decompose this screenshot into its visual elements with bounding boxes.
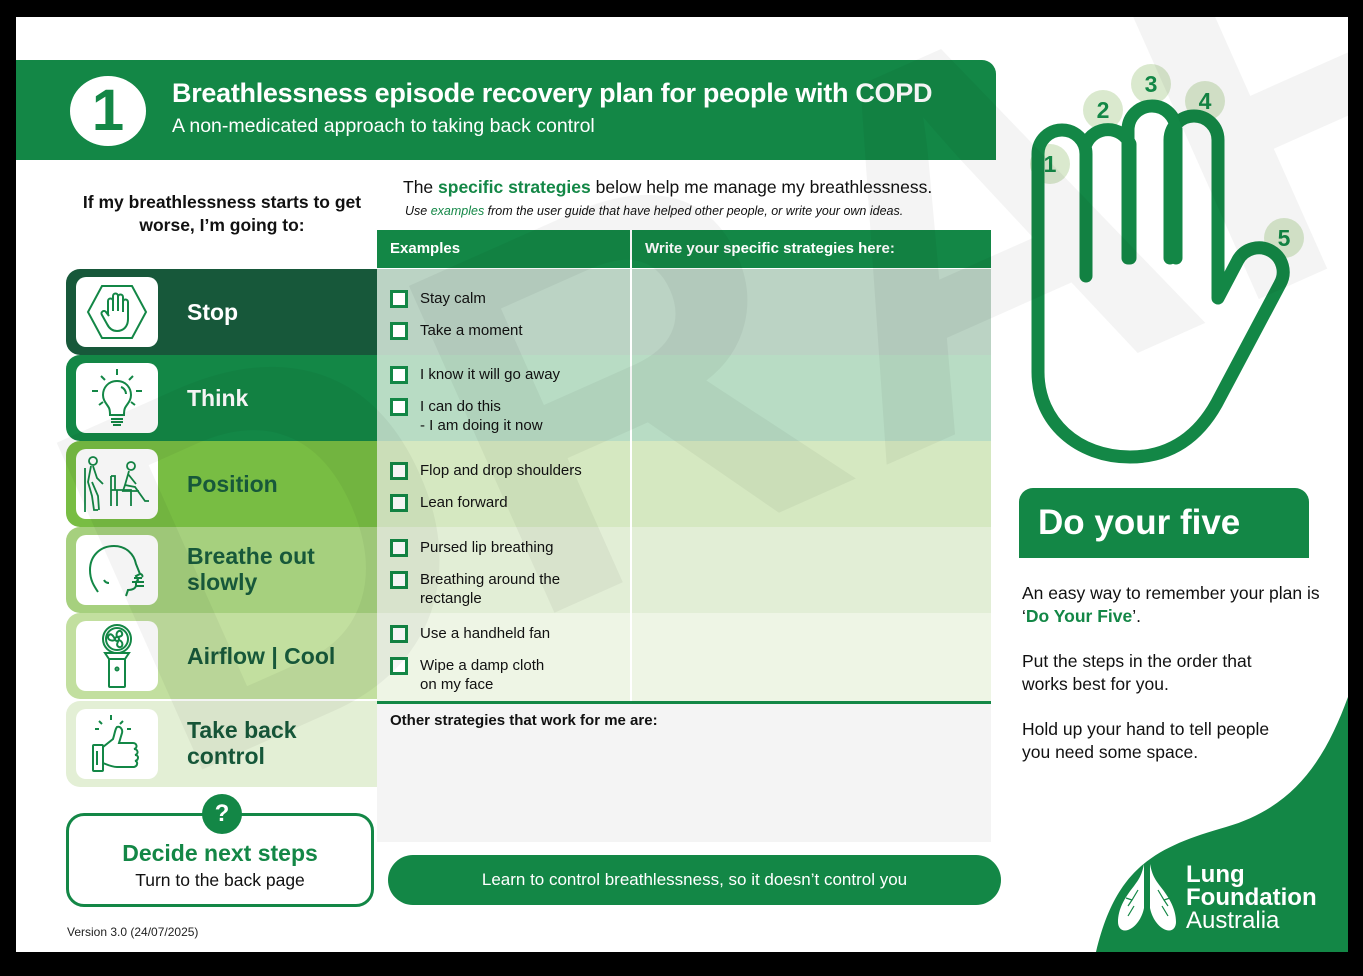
example-checkbox-item[interactable] [390,570,560,608]
example-checkbox-item[interactable] [390,397,543,435]
strategy-row-position [377,441,991,527]
step-label: Think [187,385,249,411]
step-airflow-cool [66,613,377,699]
example-label: Use a handheld fan [420,625,551,642]
checkbox[interactable] [390,366,408,384]
p1-suffix: ’. [1132,606,1141,626]
handheld-fan-icon [76,621,158,691]
other-strategies-label: Other strategies that work for me are: [390,712,658,729]
column-divider [630,269,632,355]
example-line: - I am doing it now [420,417,543,434]
example-line: I can do this [420,398,501,415]
checkbox[interactable] [390,625,408,643]
note-prefix: Use [405,204,431,218]
example-label: Flop and drop shoulders [420,462,582,479]
note-suffix: from the user guide that have helped other people, or write your own ideas. [484,204,904,218]
step-think [66,355,377,441]
column-header-examples: Examples [390,240,461,257]
example-label: Stay calm [420,290,486,307]
column-divider [630,613,632,701]
page-title: Breathlessness episode recovery plan for people with COPD [172,78,933,108]
column-divider [630,527,632,613]
example-label [420,397,543,435]
intro-highlight: specific strategies [438,177,591,197]
example-checkbox-item[interactable] [390,656,544,694]
step-stop [66,269,377,355]
question-icon: ? [202,794,242,834]
step-label-line: slowly [187,569,258,595]
header-banner [16,60,996,160]
column-divider [630,355,632,441]
checkbox[interactable] [390,290,408,308]
svg-text:5: 5 [1277,225,1291,251]
example-line: rectangle [420,590,482,607]
step-label [187,717,297,769]
example-checkbox-item[interactable] [390,321,523,340]
checkbox[interactable] [390,398,408,416]
strategy-row-airflow [377,613,991,701]
example-label: I know it will go away [420,366,561,383]
intro-suffix: below help me manage my breathlessness. [590,177,933,197]
decide-subtitle: Turn to the back page [135,870,305,890]
step-take-back-control [66,701,377,787]
step-label [187,543,315,595]
decide-next-steps-box [66,800,374,907]
checkbox[interactable] [390,494,408,512]
tagline-banner: Learn to control breathlessness, so it doesn’t control you [388,855,1001,905]
column-header-write: Write your specific strategies here: [645,240,895,257]
checkbox[interactable] [390,462,408,480]
logo-line-2: Foundation [1186,883,1317,911]
column-divider [630,230,632,268]
example-line: Wipe a damp cloth [420,657,545,674]
step-label: Position [187,471,278,497]
svg-text:4: 4 [1198,88,1212,114]
strategies-note [405,204,903,218]
checkbox[interactable] [390,322,408,340]
example-line: Breathing around the [420,571,561,588]
example-checkbox-item[interactable] [390,624,550,643]
p1-highlight: Do Your Five [1025,606,1133,626]
other-strategies-field[interactable] [377,701,991,842]
strategies-intro [403,177,932,198]
step-label: Stop [187,299,239,325]
step-label-line: Take back [187,717,297,743]
example-label [420,656,544,694]
svg-text:2: 2 [1096,97,1110,123]
example-label [420,570,560,608]
svg-text:1: 1 [1043,151,1057,177]
strategy-row-stop [377,269,991,355]
table-header [377,230,991,268]
example-checkbox-item[interactable] [390,289,486,308]
do-your-five-heading: Do your five [1019,488,1309,558]
hand-five-fingers-icon [1010,60,1330,470]
svg-text:3: 3 [1144,71,1158,97]
step-number-badge: 1 [70,76,146,146]
breathe-out-icon [76,535,158,605]
strategy-row-think [377,355,991,441]
logo-line-1: Lung [1186,860,1245,888]
example-checkbox-item[interactable] [390,493,508,512]
intro-prefix: The [403,177,439,197]
page-subtitle: A non-medicated approach to taking back control [172,115,595,137]
decide-title: Decide next steps [122,840,318,866]
example-label: Pursed lip breathing [420,539,554,556]
lung-foundation-logo [1114,860,1317,934]
column-divider [630,441,632,527]
example-checkbox-item[interactable] [390,461,582,480]
do-your-five-p1 [1022,582,1322,628]
checkbox[interactable] [390,657,408,675]
posture-icon [76,449,158,519]
step-label-line: Breathe out [187,543,315,569]
logo-wordmark [1186,860,1317,934]
step-breathe-out-slowly [66,527,377,613]
example-checkbox-item[interactable] [390,538,553,557]
lungs-icon [1114,860,1180,934]
left-intro-heading: If my breathlessness starts to get worse, I’m going to: [82,192,362,235]
checkbox[interactable] [390,571,408,589]
step-label-line: control [187,743,265,769]
checkbox[interactable] [390,539,408,557]
do-your-five-p2: Put the steps in the order that works best for you. [1022,651,1252,694]
do-your-five-p3: Hold up your hand to tell people you need some space. [1022,719,1270,762]
example-checkbox-item[interactable] [390,365,560,384]
strategy-row-breathe [377,527,991,613]
thumbs-up-icon [76,709,158,779]
note-highlight: examples [430,204,485,218]
document-page [16,17,1348,952]
example-label: Lean forward [420,494,508,511]
p1-prefix: An easy way to remember your plan is ‘ [1022,583,1320,626]
example-line: on my face [420,676,494,693]
logo-line-3: Australia [1186,906,1280,934]
step-label: Airflow | Cool [187,643,336,669]
stop-hand-icon [76,277,158,347]
example-label: Take a moment [420,322,523,339]
lightbulb-icon [76,363,158,433]
version-label: Version 3.0 (24/07/2025) [67,925,199,939]
step-position [66,441,377,527]
